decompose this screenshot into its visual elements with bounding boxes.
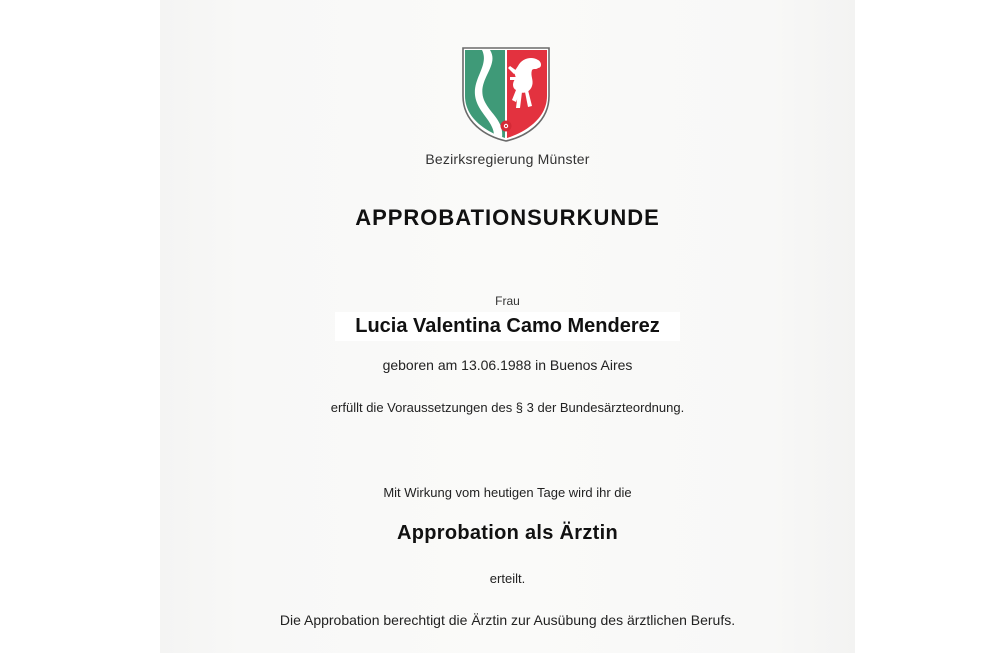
approbation-title: Approbation als Ärztin xyxy=(396,522,619,544)
effect-statement: Mit Wirkung vom heutigen Tage wird ihr die xyxy=(383,485,632,500)
recipient-name-block xyxy=(160,312,855,341)
left-margin xyxy=(0,0,160,653)
document-title: APPROBATIONSURKUNDE xyxy=(355,205,660,230)
recipient-name: Lucia Valentina Camo Menderez xyxy=(335,312,680,341)
issuing-authority: Bezirksregierung Münster xyxy=(425,151,590,167)
salutation: Frau xyxy=(495,294,520,308)
requirement-statement: erfüllt die Voraussetzungen des § 3 der Bundesärzteordnung. xyxy=(330,400,685,415)
birth-details: geboren am 13.06.1988 in Buenos Aires xyxy=(382,357,633,373)
right-margin xyxy=(855,0,1000,653)
certificate-page xyxy=(160,0,855,653)
nrw-coat-of-arms-icon xyxy=(460,46,552,142)
granted-statement: erteilt. xyxy=(489,571,526,586)
authorization-statement: Die Approbation berechtigt die Ärztin zur Ausübung des ärztlichen Berufs. xyxy=(279,612,736,628)
